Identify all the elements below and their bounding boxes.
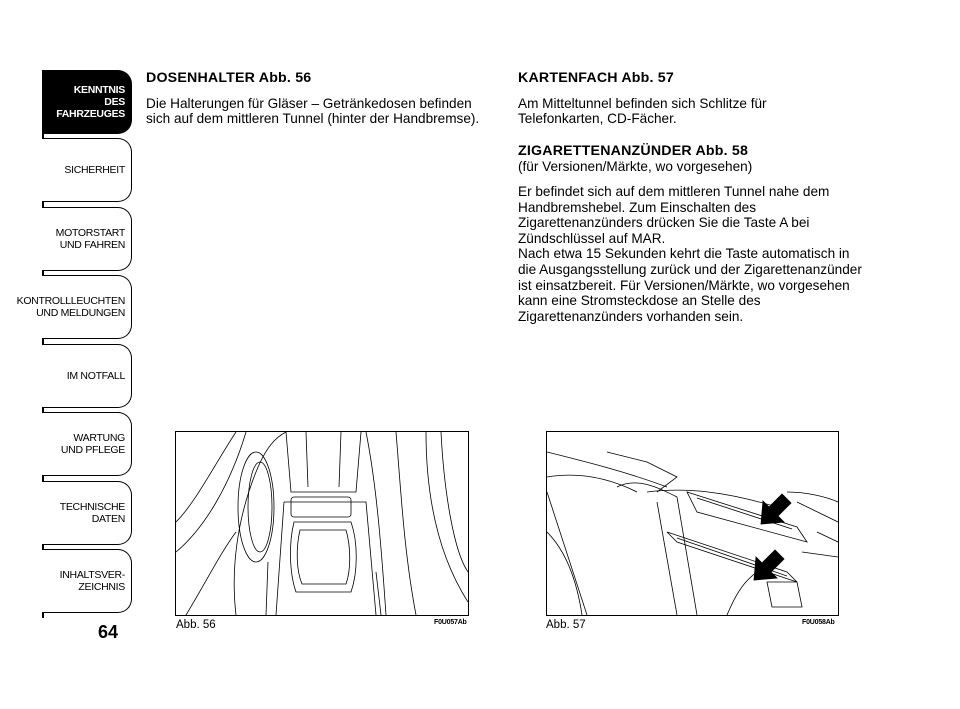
tab-label: INHALTSVER- ZEICHNIS [59,569,125,593]
column-left [146,71,506,127]
figure-caption: Abb. 56 [176,619,216,631]
figure-card-slots [546,431,839,616]
tab-label: SICHERHEIT [64,164,125,176]
tab-inhaltsverzeichnis[interactable] [42,549,132,613]
section-title-zigarettenanzuender: ZIGARETTENANZÜNDER Abb. 58 [518,142,749,159]
paragraph-line: die Ausgangsstellung zurück und der Zigarettenanzünder [518,261,862,277]
tab-kenntnis-des-fahrzeuges[interactable] [42,70,132,134]
page-number: 64 [98,622,119,642]
figure-cup-holder [175,431,469,616]
cup-holder-illustration [176,432,468,615]
paragraph-line: Handbremshebel. Zum Einschalten des [518,199,757,215]
figure-code: F0U058Ab [802,619,835,626]
tab-sicherheit[interactable] [42,138,132,202]
paragraph-line: Die Halterungen für Gläser – Getränkedosen befinden [146,95,472,111]
paragraph-line: Zündschlüssel auf MAR. [518,230,666,246]
figure-caption: Abb. 57 [546,619,586,631]
card-slot-illustration [547,432,838,615]
paragraph-line: Telefonkarten, CD-Fächer. [518,111,677,127]
tab-label: MOTORSTART UND FAHREN [55,227,125,251]
tab-technische-daten[interactable] [42,481,132,545]
section-subtitle: (für Versionen/Märkte, wo vorgesehen) [518,159,753,175]
paragraph-line: kann eine Stromsteckdose an Stelle des [518,293,761,309]
paragraph-line: ist einsatzbereit. Für Versionen/Märkte, wo vorgesehen [518,277,850,293]
section-title-kartenfach: KARTENFACH Abb. 57 [518,70,674,86]
paragraph-line: sich auf dem mittleren Tunnel (hinter der Handbremse). [146,111,480,127]
section-title-dosenhalter: DOSENHALTER Abb. 56 [146,70,312,86]
paragraph-line: Nach etwa 15 Sekunden kehrt die Taste automatisch in [518,246,850,262]
paragraph-line: Er befindet sich auf dem mittleren Tunnel nahe dem [518,183,830,199]
tab-wartung-und-pflege[interactable] [42,412,132,476]
figure-code: F0U057Ab [434,619,467,626]
tab-label: KONTROLLLEUCHTEN UND MELDUNGEN [16,295,125,319]
paragraph-line: Zigarettenanzünders drücken Sie die Taste A bei [518,215,810,231]
column-right [518,71,878,324]
paragraph-line: Am Mitteltunnel befinden sich Schlitze für [518,95,767,111]
tab-im-notfall[interactable] [42,344,132,408]
tab-label: TECHNISCHE DATEN [59,501,125,525]
tab-kontrollleuchten-und-meldungen[interactable] [16,275,132,339]
tab-label: IM NOTFALL [66,370,125,382]
tab-label: KENNTNIS DES FAHRZEUGES [56,84,125,120]
tab-label: WARTUNG UND PFLEGE [60,432,125,456]
tab-motorstart-und-fahren[interactable] [42,207,132,271]
paragraph-line: Zigarettenanzünders vorhanden sein. [518,308,744,324]
